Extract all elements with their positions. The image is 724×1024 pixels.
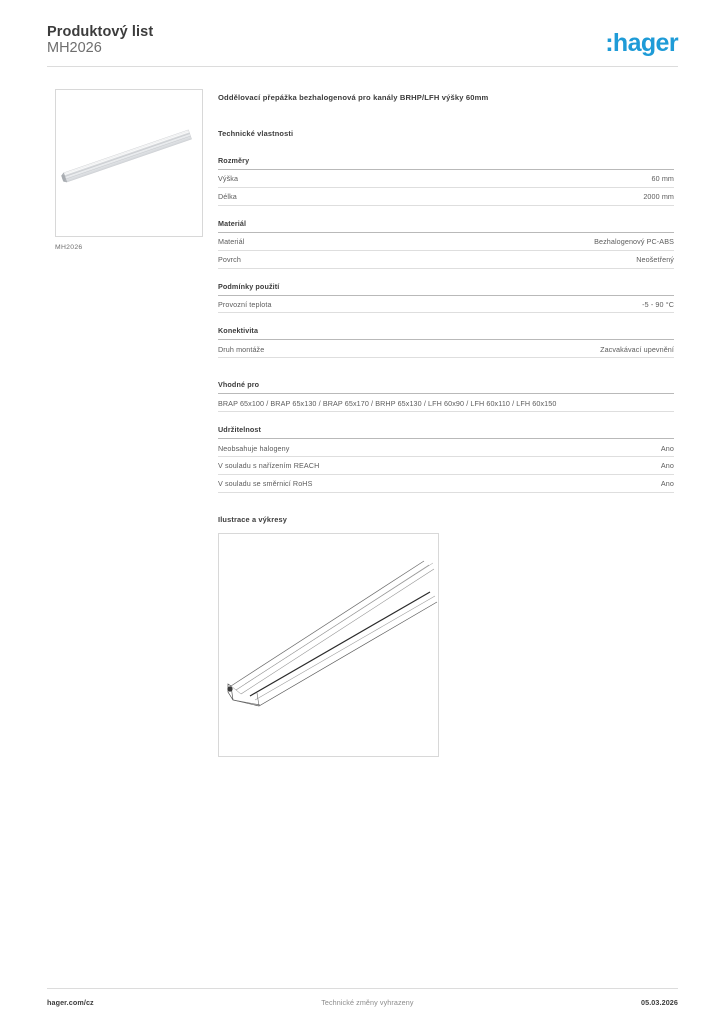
spec-group-suitable-for xyxy=(218,380,674,412)
page-header xyxy=(47,24,678,68)
product-code-subtitle: MH2026 xyxy=(47,40,102,56)
table-row xyxy=(218,233,674,251)
table-row xyxy=(218,251,674,269)
table-row xyxy=(218,457,674,475)
row-label: Materiál xyxy=(218,237,245,247)
technical-drawing-image xyxy=(219,534,438,756)
group-heading: Udržitelnost xyxy=(218,425,674,439)
row-label: Provozní teplota xyxy=(218,299,272,309)
group-heading: Podmínky použití xyxy=(218,282,674,296)
row-label: V souladu s nařízením REACH xyxy=(218,461,320,471)
suitable-for-list: BRAP 65x100 / BRAP 65x130 / BRAP 65x170 / BRHP 65x130 / LFH 60x90 / LFH 60x110 / LFH 60x150 xyxy=(218,394,674,412)
product-photo-caption: MH2026 xyxy=(55,244,83,251)
row-value: Bezhalogenový PC-ABS xyxy=(594,237,674,247)
product-photo-image xyxy=(56,90,202,236)
table-row xyxy=(218,340,674,358)
footer-divider xyxy=(47,988,678,989)
footer-date: 05.03.2026 xyxy=(641,998,678,1007)
group-heading: Konektivita xyxy=(218,326,674,340)
row-label: V souladu se směrnicí RoHS xyxy=(218,479,313,489)
row-value: Neošetřený xyxy=(636,254,674,264)
row-value: -5 - 90 °C xyxy=(642,299,674,309)
row-value: Ano xyxy=(660,479,674,489)
header-divider xyxy=(47,66,678,67)
row-value: 60 mm xyxy=(651,174,674,184)
technical-properties-heading: Technické vlastnosti xyxy=(218,129,294,138)
main-content xyxy=(218,92,674,757)
spec-group-material xyxy=(218,219,674,269)
group-heading: Materiál xyxy=(218,219,674,233)
drawings-heading: Ilustrace a výkresy xyxy=(218,514,288,524)
row-label: Povrch xyxy=(218,254,241,264)
spec-group-dimensions xyxy=(218,156,674,206)
product-description: Oddělovací přepážka bezhalogenová pro kanály BRHP/LFH výšky 60mm xyxy=(218,93,489,102)
row-value: 2000 mm xyxy=(643,192,674,202)
row-label: Výška xyxy=(218,174,239,184)
table-row xyxy=(218,188,674,206)
footer-website[interactable]: hager.com/cz xyxy=(47,998,94,1007)
product-photo xyxy=(55,89,203,237)
technical-drawing xyxy=(218,533,439,757)
hager-logo: :hager xyxy=(605,29,678,57)
page-footer xyxy=(47,998,678,1007)
table-row xyxy=(218,439,674,457)
footer-disclaimer: Technické změny vyhrazeny xyxy=(321,998,414,1007)
row-label: Délka xyxy=(218,192,237,202)
spec-group-connectivity xyxy=(218,326,674,358)
row-label: Neobsahuje halogeny xyxy=(218,443,290,453)
group-heading: Vhodné pro xyxy=(218,380,674,394)
table-row xyxy=(218,296,674,314)
row-label: Druh montáže xyxy=(218,344,265,354)
page-title: Produktový list xyxy=(47,24,154,40)
spec-group-sustainability xyxy=(218,425,674,493)
table-row xyxy=(218,170,674,188)
row-value: Ano xyxy=(660,461,674,471)
row-value: Zacvakávací upevnění xyxy=(600,344,674,354)
group-heading: Rozměry xyxy=(218,156,674,170)
table-row xyxy=(218,475,674,493)
row-value: Ano xyxy=(660,443,674,453)
spec-group-usage-conditions xyxy=(218,282,674,314)
